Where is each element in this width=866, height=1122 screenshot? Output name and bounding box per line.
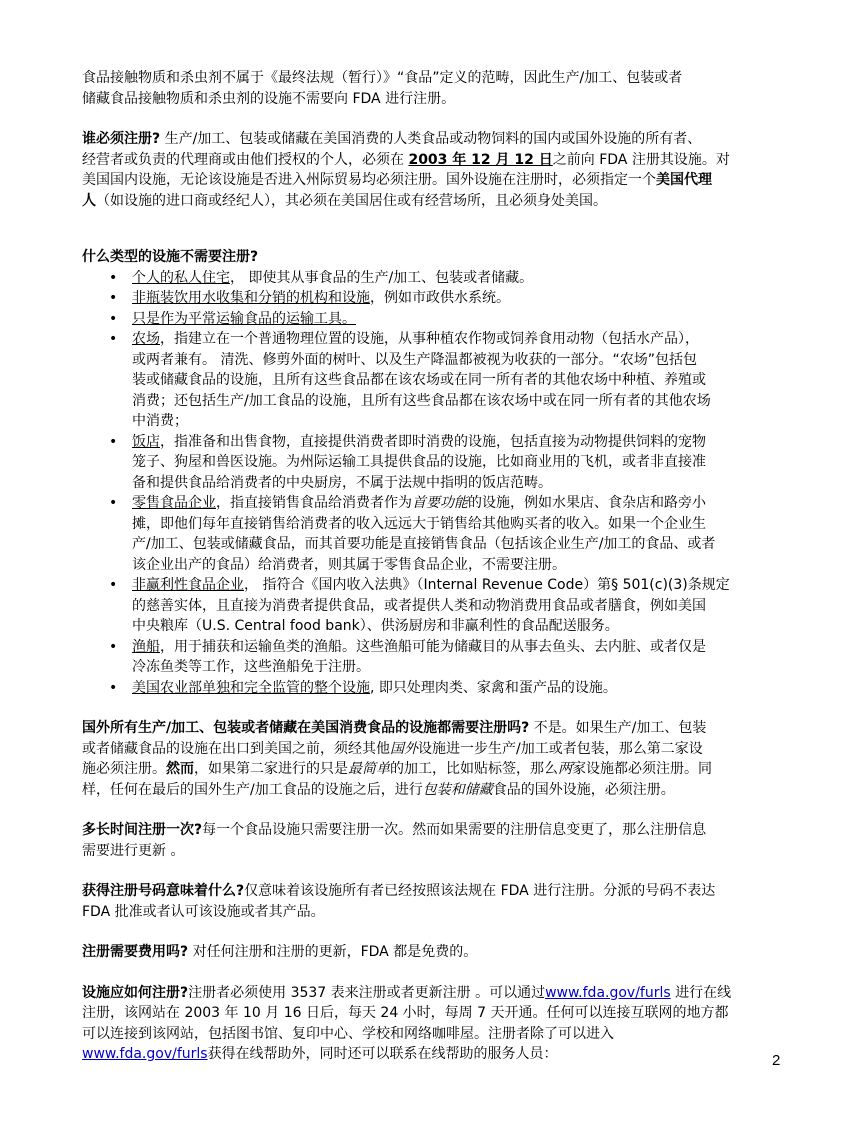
exempt-text: ， 指符合《国内收入法典》（Internal Revenue Code）第§ 501(c)(3)条规定 xyxy=(244,577,730,593)
how-text: 注册，该网站在 2003 年 10 月 16 日后，每天 24 小时，每周 7 天开通。任何可以连接互联网的地方都 xyxy=(82,1005,729,1021)
foreign-text: 不是。如果生产/加工、包装 xyxy=(529,720,707,736)
exempt-text: 中央粮库（U.S. Central food bank）、供汤厨房和非赢利性的食品配送服务。 xyxy=(132,618,619,634)
deadline-date: 2003 年 12 月 12 日 xyxy=(408,151,553,168)
fee-text: 对任何注册和注册的更新，FDA 都是免费的。 xyxy=(188,944,478,960)
exempt-text: 中消费； xyxy=(132,413,188,429)
who-text: 经营者或负责的代理商或由他们授权的个人，必须在 xyxy=(82,151,409,168)
foreign-heading: 国外所有生产/加工、包装或者储藏在美国消费食品的设施都需要注册吗? xyxy=(82,720,530,736)
exempt-text: 备和提供食品给消费者的中央厨房，不属于法规中指明的饭店范畴。 xyxy=(132,474,552,491)
exempt-text: 消费；还包括生产/加工食品的设施，且所有这些食品都在该农场中或在同一所有者的其他农场 xyxy=(132,392,711,409)
exempt-term: 渔船 xyxy=(132,638,160,655)
exempt-text: ，指建立在一个普通物理位置的设施，从事种植农作物或饲养食用动物（包括水产品）， xyxy=(160,331,699,347)
list-item xyxy=(82,575,782,637)
page-number: 2 xyxy=(772,1052,781,1069)
list-item xyxy=(82,268,782,289)
how-text: 注册者必须使用 3537 表来注册或者更新注册 。可以通过 xyxy=(188,984,546,1001)
foreign-bold: 然而 xyxy=(166,761,194,777)
exempt-text: 该企业出产的食品）给消费者，则其属于零售食品企业，不需要注册。 xyxy=(132,556,566,573)
exempt-text: 的慈善实体，且直接为消费者提供食品，或者提供人类和动物消费用食品或者膳食，例如美国 xyxy=(132,597,706,614)
howoften-text: 每一个食品设施只需要注册一次。然而如果需要的注册信息变更了，那么注册信息 xyxy=(202,822,707,838)
exempt-term: 美国农业部单独和完全监管的整个设施 xyxy=(132,679,370,696)
who-paragraph xyxy=(82,129,782,211)
number-text: 仅意味着该设施所有者已经按照该法规在 FDA 进行注册。分派的号码不表达 xyxy=(244,883,716,899)
exempt-term: 个人的私人住宅 xyxy=(132,269,230,286)
number-heading: 获得注册号码意味着什么? xyxy=(82,883,245,899)
foreign-emphasis: 包装和储藏 xyxy=(422,781,493,798)
number-paragraph xyxy=(82,881,782,922)
exempt-term: 饭店 xyxy=(132,433,160,450)
foreign-text: 样，任何在最后的国外生产/加工食品的设施之后，进行 xyxy=(82,781,423,798)
exempt-text: 产/加工、包装或储藏食品，而其首要功能是直接销售食品（包括该企业生产/加工的食品、或者 xyxy=(132,536,716,552)
howoften-heading: 多长时间注册一次? xyxy=(82,822,203,838)
list-item xyxy=(82,678,782,699)
list-item xyxy=(82,309,782,330)
how-text: 获得在线帮助外，同时还可以联系在线帮助的服务人员： xyxy=(207,1046,558,1062)
list-item xyxy=(82,329,782,432)
how-text: 可以连接到该网站，包括图书馆、复印中心、学校和网络咖啡屋。注册者除了可以进入 xyxy=(82,1025,614,1042)
foreign-text: 设施进一步生产/加工或者包装，那么第二家设 xyxy=(418,740,703,757)
who-text: 美国国内设施，无论该设施是否进入州际贸易均必须注册。国外设施在注册时，必须指定一个 xyxy=(82,172,656,188)
exempt-term: 非瓶装饮用水收集和分销的机构和设施 xyxy=(132,290,370,306)
fee-heading: 注册需要费用吗? xyxy=(82,944,189,960)
who-text: 之前向 FDA 注册其设施。对 xyxy=(552,151,730,168)
who-text: 生产/加工、包装或储藏在美国消费的人类食品或动物饲料的国内或国外设施的所有者、 xyxy=(160,131,702,147)
exempt-text: 摊，即他们每年直接销售给消费者的收入远远大于销售给其他购买者的收入。如果一个企业生 xyxy=(132,515,706,532)
exempt-term: 零售食品企业 xyxy=(132,495,216,511)
list-item xyxy=(82,637,782,678)
who-heading: 谁必须注册? xyxy=(82,131,161,147)
intro-line: 储藏食品接触物质和杀虫剂的设施不需要向 FDA 进行注册。 xyxy=(82,90,456,107)
document-body xyxy=(82,68,782,1065)
how-heading: 设施应如何注册? xyxy=(82,984,189,1001)
foreign-text: 施必须注册。 xyxy=(82,761,166,777)
exempt-text: ，指准备和出售食物，直接提供消费者即时消费的设施，包括直接为动物提供饲料的宠物 xyxy=(160,433,706,450)
exempt-text: ， 即使其从事食品的生产/加工、包装或者储藏。 xyxy=(230,269,534,286)
exempt-term: 非赢利性食品企业 xyxy=(132,577,244,593)
furls-link[interactable]: www.fda.gov/furls xyxy=(545,984,671,1001)
foreign-emphasis: 两 xyxy=(558,761,572,777)
list-item xyxy=(82,432,782,494)
exempt-text: ，指直接销售食品给消费者作为 xyxy=(216,495,412,511)
foreign-emphasis: 最简单 xyxy=(348,761,390,777)
foreign-paragraph xyxy=(82,718,782,800)
exempt-text: ，用于捕获和运输鱼类的渔船。这些渔船可能为储藏目的从事去鱼头、去内脏、或者仅是 xyxy=(160,638,706,655)
exempt-term: 只是作为平常运输食品的运输工具。 xyxy=(132,310,356,327)
exempt-text: 或两者兼有。 清洗、修剪外面的树叶、以及生产降温都被视为收获的一部分。“农场”包括包 xyxy=(132,351,697,368)
how-text: 进行在线 xyxy=(670,984,732,1001)
fee-paragraph xyxy=(82,942,782,963)
us-agent-term: 美国代理 xyxy=(656,172,712,188)
list-item xyxy=(82,288,782,309)
exempt-list xyxy=(82,268,782,699)
who-text: （如设施的进口商或经纪人），其必须在美国居住或有经营场所，且必须身处美国。 xyxy=(96,192,607,209)
foreign-text: 食品的国外设施，必须注册。 xyxy=(492,781,675,798)
howoften-paragraph xyxy=(82,820,782,861)
foreign-text: ，如果第二家进行的只是 xyxy=(194,761,348,777)
us-agent-term: 人 xyxy=(82,192,96,209)
exempt-text: , 即只处理肉类、家禽和蛋产品的设施。 xyxy=(370,679,617,696)
howoften-text: 需要进行更新 。 xyxy=(82,842,185,859)
exempt-heading: 什么类型的设施不需要注册? xyxy=(82,249,259,265)
exempt-text: 冷冻鱼类等工作，这些渔船免于注册。 xyxy=(132,659,370,675)
intro-line: 食品接触物质和杀虫剂不属于《最终法规（暂行）》“食品”定义的范畴，因此生产/加工、包装或者 xyxy=(82,70,683,86)
furls-link[interactable]: www.fda.gov/furls xyxy=(82,1046,208,1062)
foreign-text: 或者储藏食品的设施在出口到美国之前，须经其他 xyxy=(82,740,390,757)
foreign-emphasis: 国外 xyxy=(390,740,418,757)
exempt-text: 装或储藏食品的设施，且所有这些食品都在该农场或在同一所有者的其他农场中种植、养殖或 xyxy=(132,372,706,388)
exempt-term: 农场 xyxy=(132,331,160,347)
exempt-text: 的设施，例如水果店、食杂店和路旁小 xyxy=(468,495,706,511)
number-text: FDA 批准或者认可该设施或者其产品。 xyxy=(82,903,325,920)
foreign-text: 家设施都必须注册。同 xyxy=(572,761,712,777)
exempt-text: 笼子、狗屋和兽医设施。为州际运输工具提供食品的设施，比如商业用的飞机，或者非直接准 xyxy=(132,454,706,470)
intro-paragraph xyxy=(82,68,782,109)
exempt-emphasis: 首要功能 xyxy=(412,495,468,511)
exempt-text: ，例如市政供水系统。 xyxy=(370,290,510,306)
how-paragraph xyxy=(82,983,782,1065)
list-item xyxy=(82,493,782,575)
foreign-text: 的加工，比如贴标签，那么 xyxy=(390,761,558,777)
